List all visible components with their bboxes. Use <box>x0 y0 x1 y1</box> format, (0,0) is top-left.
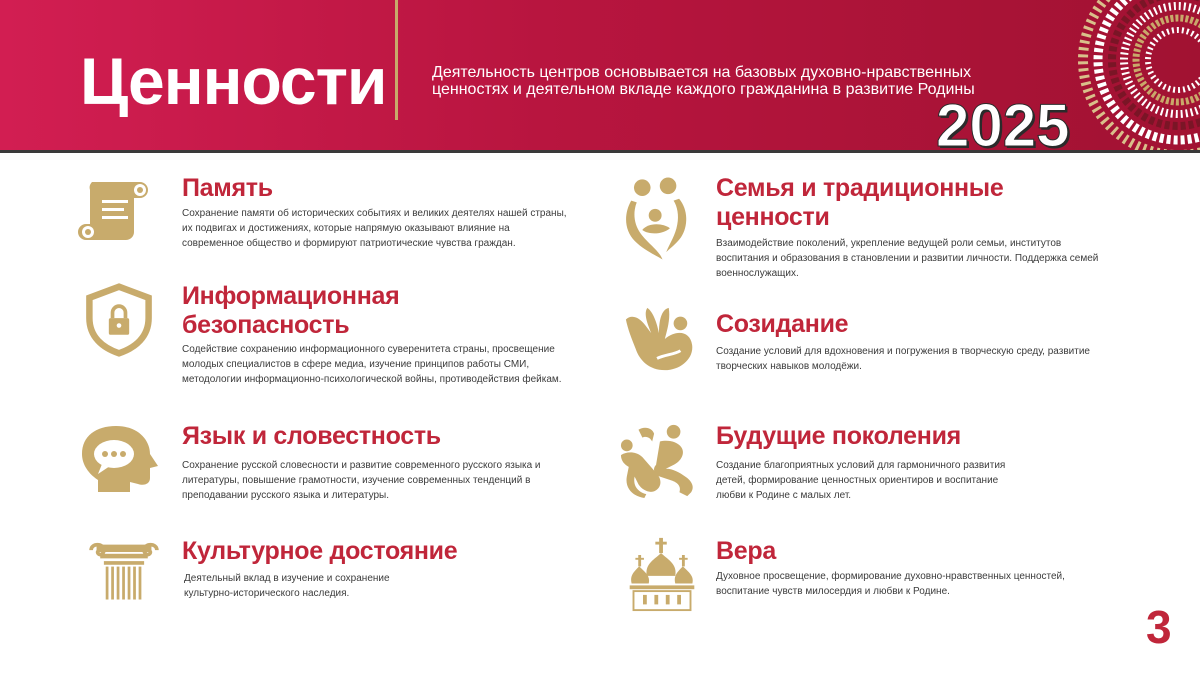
generations-icon <box>616 422 700 500</box>
shield-lock-icon <box>82 280 156 360</box>
value-description: Содействие сохранению информационного суверенитета страны, просвещение молодых специалистов в сфере медиа, изучение принципов работы СМИ, методологии информационно-психологической войны, противодействия фейкам. <box>182 344 562 385</box>
header-subtitle: Деятельность центров основывается на базовых духовно-нравственных ценностях и деятельном вкладе каждого гражданина в развитие Родины <box>432 64 975 98</box>
scroll-icon <box>76 176 156 248</box>
creative-hand-icon <box>622 302 696 376</box>
value-item-future <box>616 420 1160 510</box>
value-item-memory <box>76 172 596 262</box>
family-icon <box>622 174 692 264</box>
page-title: Ценности <box>80 44 387 118</box>
value-item-infosec <box>76 280 596 410</box>
value-title: Память <box>182 174 273 202</box>
value-description: Сохранение памяти об исторических событиях и великих деятелях нашей страны, их подвигах и достижениях, которые напрямую оказывают влияние на современное общество и формируют патриотические чувства граждан. <box>182 208 567 249</box>
value-description: Деятельный вклад в изучение и сохранение культурно-исторического наследия. <box>184 573 390 599</box>
column-icon <box>84 541 164 605</box>
value-title: Культурное достояние <box>182 537 458 565</box>
decorative-ornament-icon <box>1078 0 1200 152</box>
value-title <box>182 282 482 340</box>
value-description: Взаимодействие поколений, укрепление ведущей роли семьи, институтов воспитания и образования в становлении и развитии личности. Поддержка семей военнослужащих. <box>716 238 1099 279</box>
year-label: 2025 <box>936 92 1070 159</box>
value-title: Созидание <box>716 310 849 338</box>
value-title: Будущие поколения <box>716 422 961 450</box>
header-divider <box>395 0 398 120</box>
value-item-language <box>76 420 596 520</box>
value-description: Духовное просвещение, формирование духовно-нравственных ценностей, воспитание чувств милосердия и любви к Родине. <box>716 571 1065 597</box>
value-item-heritage <box>76 535 596 615</box>
page-number: 3 <box>1146 601 1172 653</box>
value-description: Создание условий для вдохновения и погружения в творческую среду, развитие творческих навыков молодёжи. <box>716 346 1090 372</box>
value-description: Создание благоприятных условий для гармоничного развития детей, формирование ценностных ориентиров и воспитание любви к Родине с малых лет. <box>716 460 1006 501</box>
value-title: Язык и словестность <box>182 422 441 450</box>
value-title: Вера <box>716 537 776 565</box>
value-title-text: Информационная безопасность <box>182 282 400 339</box>
speech-head-icon <box>80 422 164 494</box>
value-item-family <box>620 172 1160 284</box>
value-item-creation <box>620 300 1160 384</box>
value-title-text: Семья и традиционные ценности <box>716 174 1004 231</box>
value-title <box>716 174 1056 232</box>
value-item-faith <box>620 535 1160 615</box>
church-domes-icon <box>624 535 700 613</box>
value-description: Сохранение русской словесности и развитие современного русского языка и литературы, повышение грамотности, изучение современных тенденций в преподавании русского языка и литературы. <box>182 460 541 501</box>
